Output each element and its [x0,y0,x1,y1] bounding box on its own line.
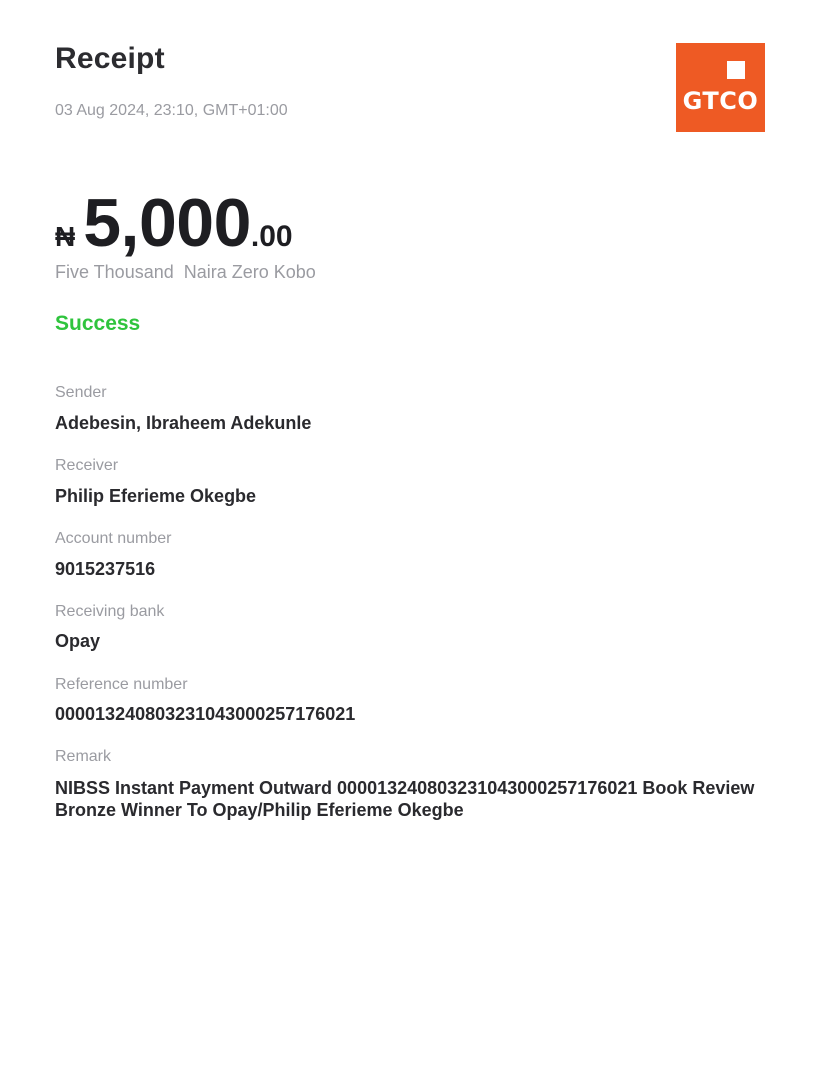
page-title: Receipt [55,42,165,75]
transaction-timestamp: 03 Aug 2024, 23:10, GMT+01:00 [55,102,288,119]
receiving-bank-label: Receiving bank [55,603,165,620]
reference-number-value: 000013240803231043000257176021 [55,704,356,724]
amount-major: 5,000 [83,185,251,261]
gtco-logo [676,43,765,132]
amount [55,184,293,259]
account-number-label: Account number [55,530,172,547]
currency-symbol: ₦ [55,221,76,252]
remark-value: NIBSS Instant Payment Outward 000013240803231043000257176021 Book Review Bronze Winner To Opay/Philip Eferieme Okegbe [55,778,755,820]
sender-value: Adebesin, Ibraheem Adekunle [55,413,312,433]
receiving-bank-value: Opay [55,631,101,651]
status-text: Success [55,312,141,335]
reference-number-label: Reference number [55,676,188,693]
remark-label: Remark [55,748,112,765]
logo-square-mark [727,61,745,79]
receiver-value: Philip Eferieme Okegbe [55,486,257,506]
receiver-label: Receiver [55,457,119,474]
amount-in-words: Five Thousand Naira Zero Kobo [55,262,316,282]
amount-minor: .00 [250,220,293,253]
sender-label: Sender [55,384,107,401]
logo-text: GTCO [682,87,759,115]
account-number-value: 9015237516 [55,559,156,579]
